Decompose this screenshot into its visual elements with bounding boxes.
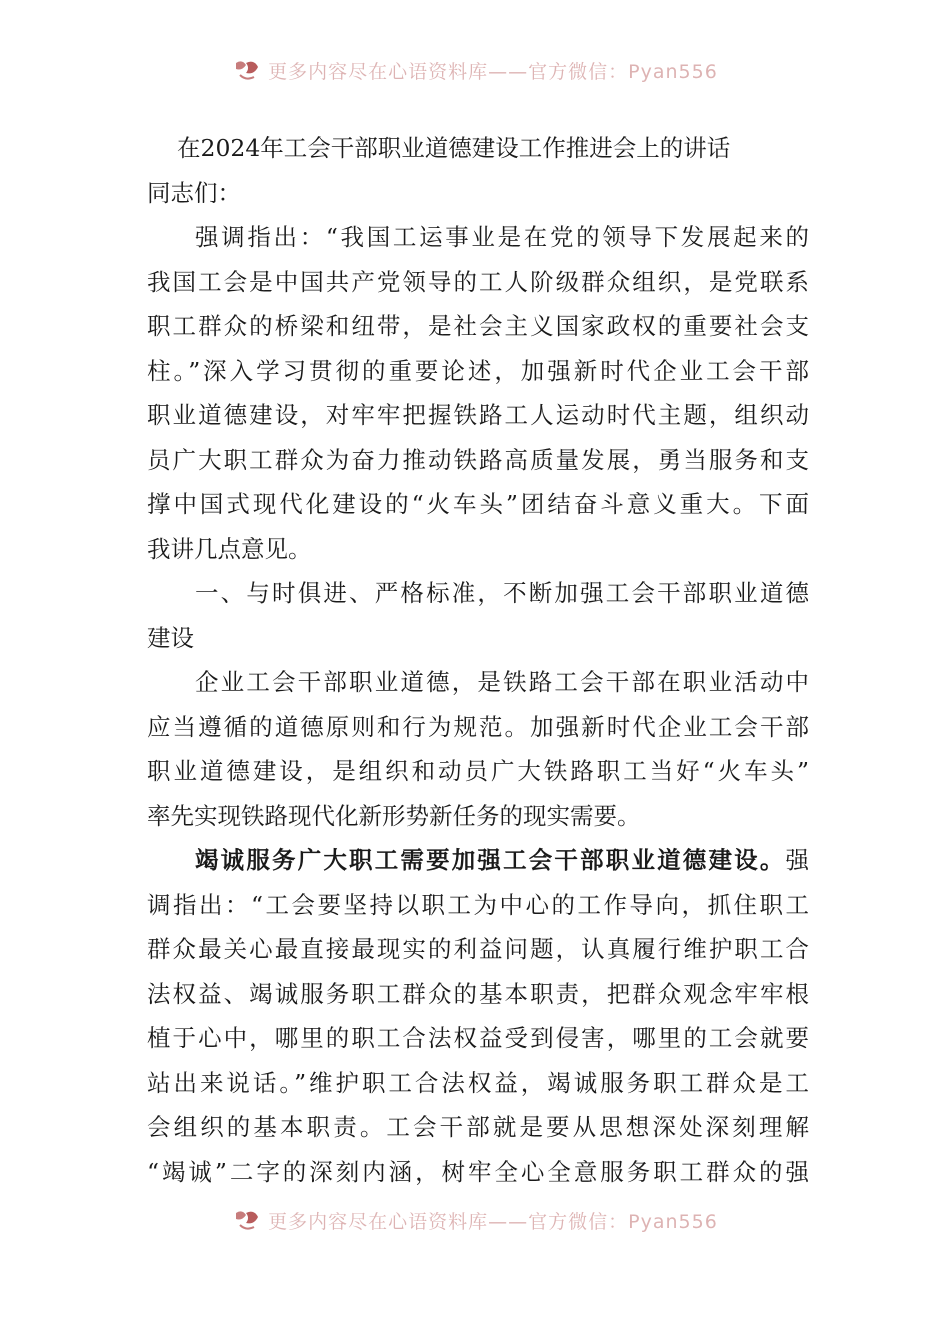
bold-lead-sentence: 竭诚服务广大职工需要加强工会干部职业道德建设。 [195, 846, 786, 874]
paragraph [147, 660, 809, 838]
paragraph-line: 站出来说话。”维护职工合法权益，竭诚服务职工群众是工 [147, 1068, 809, 1097]
section-heading [147, 571, 809, 660]
document-title: 在2024年工会干部职业道德建设工作推进会上的讲话 [177, 134, 731, 162]
paragraph-line: 职业道德建设，是组织和动员广大铁路职工当好“火车头” [147, 757, 809, 785]
footer-watermark [0, 1200, 950, 1240]
paragraph-line: 企业工会干部职业道德，是铁路工会干部在职业活动中 [195, 668, 809, 696]
paragraph-line: 群众最关心最直接最现实的利益问题，认真履行维护职工合 [147, 935, 809, 963]
brand-logo-icon [232, 57, 262, 83]
paragraph-line: 率先实现铁路现代化新形势新任务的现实需要。 [147, 801, 641, 830]
watermark-text: 更多内容尽在心语资料库——官方微信：Pyan556 [268, 60, 718, 83]
paragraph-line: 植于心中，哪里的职工合法权益受到侵害，哪里的工会就要 [147, 1024, 809, 1052]
paragraph-line: 我讲几点意见。 [147, 534, 312, 563]
paragraph-line: 我国工会是中国共产党领导的工人阶级群众组织，是党联系 [147, 267, 809, 296]
paragraph-line: 应当遵循的道德原则和行为规范。加强新时代企业工会干部 [147, 712, 809, 741]
paragraph-line: 撑中国式现代化建设的“火车头”团结奋斗意义重大。下面 [147, 490, 809, 518]
heading-line: 一、与时俱进、严格标准，不断加强工会干部职业道德 [195, 579, 809, 607]
paragraph-line: 强调指出：“我国工运事业是在党的领导下发展起来的 [195, 223, 809, 251]
paragraph-line: 法权益、竭诚服务职工群众的基本职责，把群众观念牢牢根 [147, 979, 809, 1008]
paragraph-line [147, 838, 809, 883]
line-continuation: 强 [785, 846, 809, 874]
paragraph-line: 会组织的基本职责。工会干部就是要从思想深处深刻理解 [147, 1113, 809, 1141]
paragraph [147, 838, 809, 1194]
paragraph-line: 柱。”深入学习贯彻的重要论述，加强新时代企业工会干部 [147, 356, 809, 385]
document-body [147, 126, 809, 1194]
greeting: 同志们： [147, 178, 241, 207]
paragraph-line: 员广大职工群众为奋力推动铁路高质量发展，勇当服务和支 [147, 445, 809, 474]
paragraph-line: 调指出：“工会要坚持以职工为中心的工作导向，抓住职工 [147, 890, 809, 919]
paragraph [147, 215, 809, 571]
brand-logo-icon [232, 1207, 262, 1233]
header-watermark [0, 50, 950, 90]
paragraph-line: 职业道德建设，对牢牢把握铁路工人运动时代主题，组织动 [147, 401, 809, 429]
paragraph-line: “竭诚”二字的深刻内涵，树牢全心全意服务职工群众的强 [147, 1157, 809, 1186]
heading-line: 建设 [147, 623, 194, 652]
watermark-text: 更多内容尽在心语资料库——官方微信：Pyan556 [268, 1210, 718, 1233]
paragraph-line: 职工群众的桥梁和纽带，是社会主义国家政权的重要社会支 [147, 312, 809, 340]
